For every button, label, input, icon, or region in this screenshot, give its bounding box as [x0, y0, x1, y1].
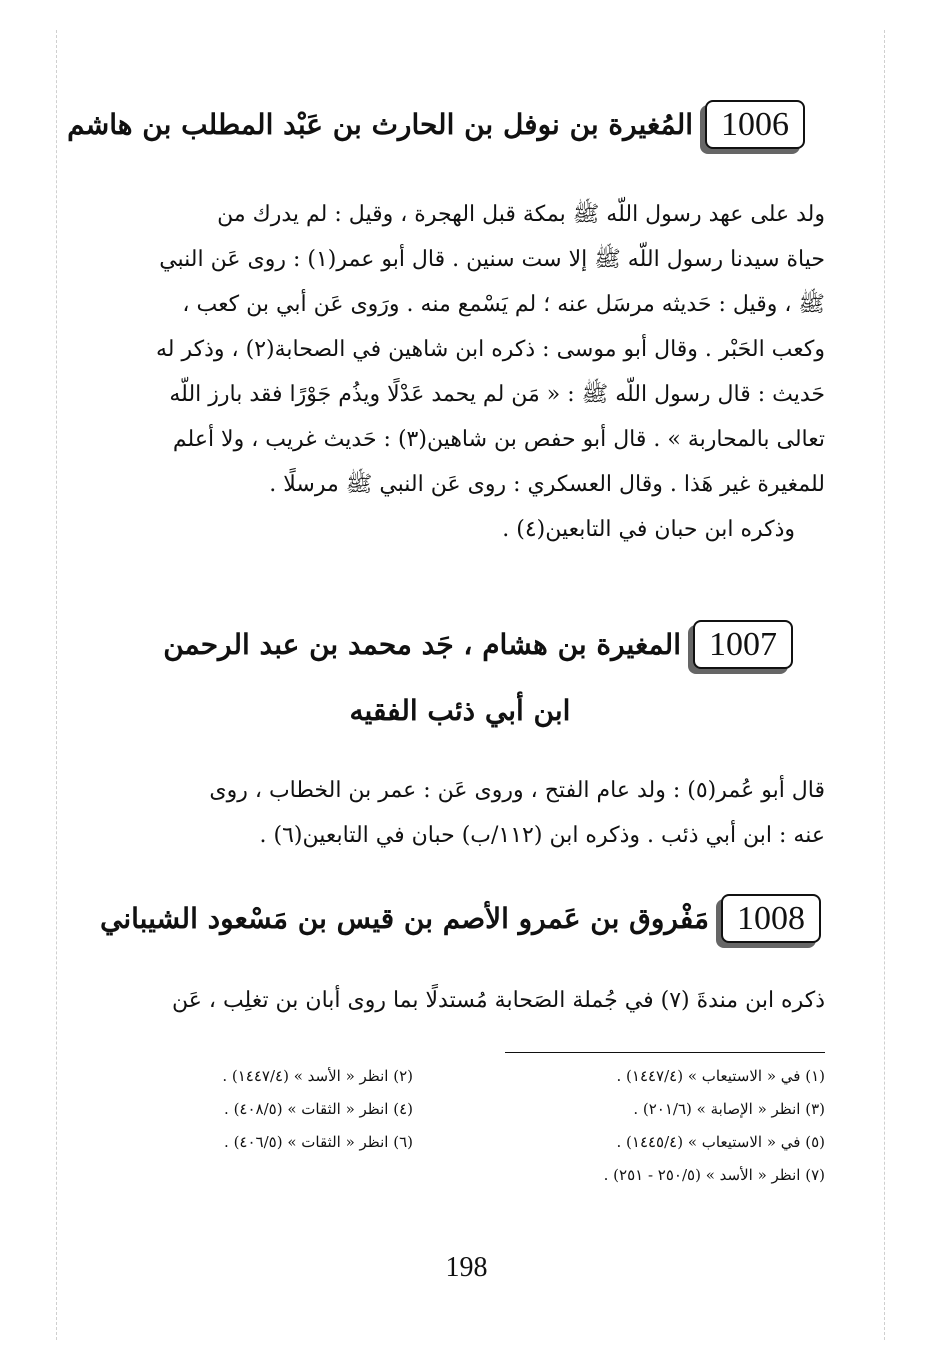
entry-1006-heading	[67, 100, 805, 149]
entry-1006-body	[105, 192, 825, 552]
scan-margin-right	[884, 30, 885, 1340]
page-number: 198	[445, 1252, 488, 1283]
footnote: (٥) في « الاستيعاب » (١٤٤٥/٤) .	[616, 1133, 825, 1151]
entry-number-1007: 1007	[693, 620, 793, 669]
body-line: قال أبو عُمر(٥) : ولد عام الفتح ، وروى عَن : عمر بن الخطاب ، روى	[209, 778, 825, 803]
body-line: ذكره ابن مندةَ (٧) في جُملة الصَحابة مُستدلًا بما روى أبان بن تغلِب ، عَن	[171, 988, 825, 1013]
footnote: (٦) انظر « الثقات » (٤٠٦/٥) .	[224, 1133, 413, 1151]
body-line: حياة سيدنا رسول اللّه ﷺ إلا ست سنين . قال أبو عمر(١) : روى عَن النبي	[159, 247, 825, 272]
body-line: للمغيرة غير هَذا . وقال العسكري : روى عَن النبي ﷺ مرسلًا .	[269, 472, 825, 497]
body-line: ﷺ ، وقيل : حَديثه مرسَل عنه ؛ لم يَسْمع منه . ورَوى عَن أبي بن كعب ،	[182, 292, 825, 317]
entry-1008-body	[105, 978, 825, 1023]
entry-1006-title: المُغيرة بن نوفل بن الحارث بن عَبْد المطلب بن هاشم	[67, 107, 693, 141]
footnote: (١) في « الاستيعاب » (١٤٤٧/٤) .	[616, 1067, 825, 1085]
entry-1007-heading	[163, 620, 793, 669]
body-line: حَديث : قال رسول اللّه ﷺ : « مَن لم يحمد عَدْلًا ويذُم جَوْرًا فقد بارز اللّه	[169, 382, 825, 407]
entry-number-1006: 1006	[705, 100, 805, 149]
body-line: ولد على عهد رسول اللّه ﷺ بمكة قبل الهجرة ، وقيل : لم يدرك من	[217, 202, 825, 227]
entry-1007-body	[105, 768, 825, 858]
entry-1008-title: مَفْروق بن عَمرو الأصم بن قيس بن مَسْعود الشيباني	[100, 901, 709, 935]
body-line: تعالى بالمحاربة » . قال أبو حفص بن شاهين(٣) : حَديث غريب ، ولا أعلم	[172, 427, 825, 452]
footnote: (٤) انظر « الثقات » (٤٠٨/٥) .	[224, 1100, 413, 1118]
body-line: وذكره ابن حبان في التابعين(٤) .	[502, 517, 795, 542]
entry-1007-title-line2: ابن أبي ذئب الفقيه	[349, 694, 571, 727]
footnote: (٧) انظر « الأسد » (٢٥٠/٥ - ٢٥١) .	[603, 1166, 825, 1184]
footnotes-right-column	[485, 1060, 825, 1192]
footnote: (٣) انظر « الإصابة » (٢٠١/٦) .	[633, 1100, 825, 1118]
entry-1008-heading	[100, 894, 821, 943]
entry-1007-title-line1: المغيرة بن هشام ، جَد محمد بن عبد الرحمن	[163, 627, 681, 661]
footnote-separator	[505, 1052, 825, 1053]
scan-margin-left	[56, 30, 57, 1340]
body-line: عنه : ابن أبي ذئب . وذكره ابن (١١٢/ب) حبان في التابعين(٦) .	[259, 823, 825, 848]
entry-number-1008: 1008	[721, 894, 821, 943]
footnotes-left-column	[93, 1060, 413, 1159]
body-line: وكعب الحَبْر . وقال أبو موسى : ذكره ابن شاهين في الصحابة(٢) ، وذكر له	[155, 337, 825, 362]
footnote: (٢) انظر « الأسد » (١٤٤٧/٤) .	[222, 1067, 413, 1085]
